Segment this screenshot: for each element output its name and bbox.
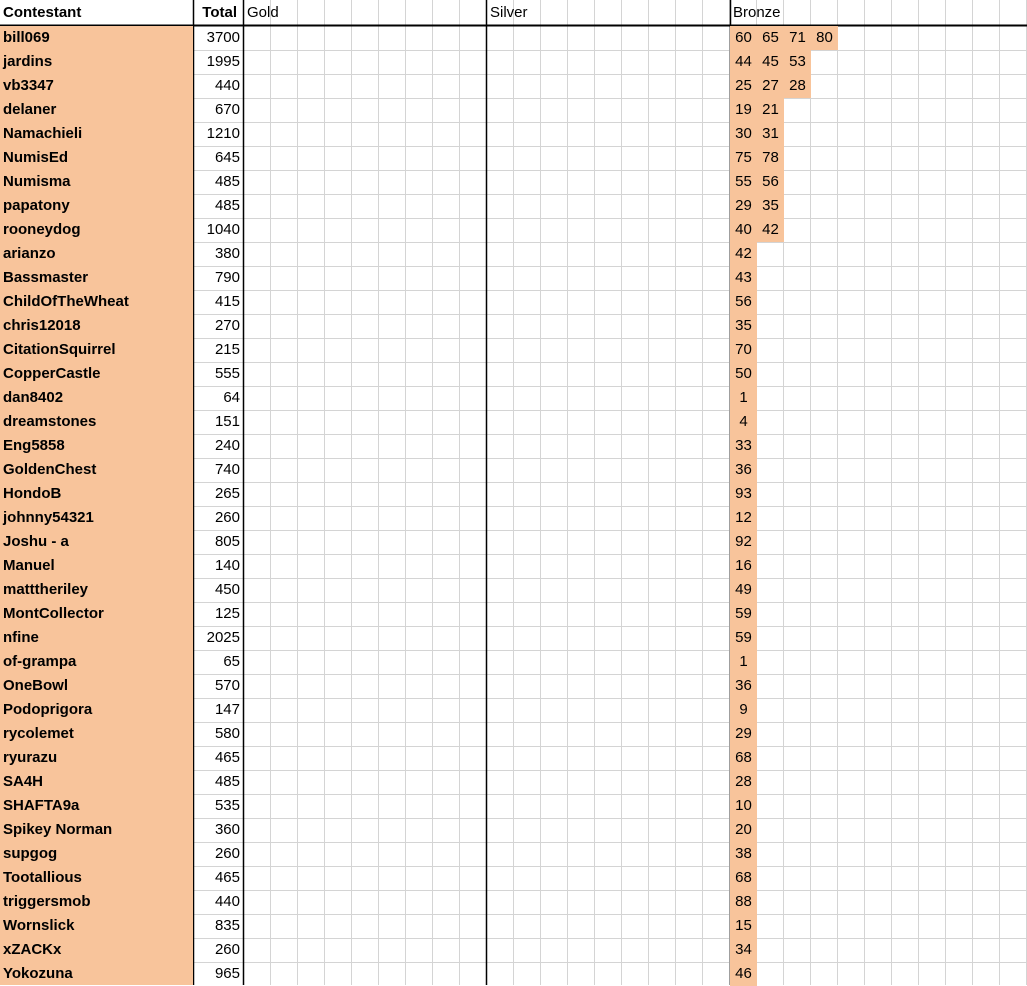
total-cell[interactable]: 465 bbox=[214, 869, 240, 886]
bronze-score-cell[interactable]: 78 bbox=[757, 146, 784, 170]
total-cell[interactable]: 645 bbox=[214, 149, 240, 166]
bronze-score-cell[interactable]: 31 bbox=[757, 122, 784, 146]
total-cell[interactable]: 965 bbox=[214, 965, 240, 982]
bronze-score-cell[interactable]: 25 bbox=[730, 74, 757, 98]
bronze-score-cell[interactable]: 43 bbox=[730, 266, 757, 290]
contestant-name-cell[interactable]: Yokozuna bbox=[3, 965, 73, 982]
total-cell[interactable]: 260 bbox=[214, 845, 240, 862]
contestant-name-cell[interactable]: jardins bbox=[3, 53, 53, 70]
bronze-score-cell[interactable]: 59 bbox=[730, 602, 757, 626]
bronze-score-cell[interactable]: 36 bbox=[730, 674, 757, 698]
total-cell[interactable]: 670 bbox=[214, 101, 240, 118]
bronze-score-cell[interactable]: 36 bbox=[730, 458, 757, 482]
bronze-score-cell[interactable]: 59 bbox=[730, 626, 757, 650]
bronze-score-cell[interactable]: 29 bbox=[730, 194, 757, 218]
bronze-score-cell[interactable]: 68 bbox=[730, 866, 757, 890]
bronze-score-cell[interactable]: 40 bbox=[730, 218, 757, 242]
contestant-name-cell[interactable]: Joshu - a bbox=[3, 533, 69, 550]
bronze-score-cell[interactable]: 65 bbox=[757, 26, 784, 50]
total-cell[interactable]: 450 bbox=[214, 581, 240, 598]
total-cell[interactable]: 415 bbox=[214, 293, 240, 310]
bronze-score-cell[interactable]: 9 bbox=[730, 698, 757, 722]
total-cell[interactable]: 260 bbox=[214, 509, 240, 526]
total-cell[interactable]: 535 bbox=[214, 797, 240, 814]
bronze-score-cell[interactable]: 56 bbox=[757, 170, 784, 194]
contestant-name-cell[interactable]: nfine bbox=[3, 629, 39, 646]
total-cell[interactable]: 570 bbox=[214, 677, 240, 694]
bronze-score-cell[interactable]: 92 bbox=[730, 530, 757, 554]
total-cell[interactable]: 125 bbox=[214, 605, 240, 622]
bronze-score-cell[interactable]: 50 bbox=[730, 362, 757, 386]
contestant-name-cell[interactable]: MontCollector bbox=[3, 605, 104, 622]
contestant-name-cell[interactable]: Numisma bbox=[3, 173, 71, 190]
total-cell[interactable]: 790 bbox=[214, 269, 240, 286]
bronze-score-cell[interactable]: 16 bbox=[730, 554, 757, 578]
bronze-score-cell[interactable]: 1 bbox=[730, 650, 757, 674]
header-silver[interactable]: Silver bbox=[490, 4, 528, 21]
contestant-name-cell[interactable]: Podoprigora bbox=[3, 701, 93, 718]
total-cell[interactable]: 2025 bbox=[206, 629, 240, 646]
contestant-name-cell[interactable]: papatony bbox=[3, 197, 70, 214]
total-cell[interactable]: 265 bbox=[214, 485, 240, 502]
total-cell[interactable]: 260 bbox=[214, 941, 240, 958]
contestant-name-cell[interactable]: Tootallious bbox=[3, 869, 82, 886]
bronze-score-cell[interactable]: 4 bbox=[730, 410, 757, 434]
contestant-name-cell[interactable]: triggersmob bbox=[3, 893, 91, 910]
bronze-score-cell[interactable]: 35 bbox=[730, 314, 757, 338]
bronze-score-cell[interactable]: 68 bbox=[730, 746, 757, 770]
bronze-score-cell[interactable]: 71 bbox=[784, 26, 811, 50]
bronze-score-cell[interactable]: 28 bbox=[784, 74, 811, 98]
total-cell[interactable]: 380 bbox=[214, 245, 240, 262]
contestant-name-cell[interactable]: rycolemet bbox=[3, 725, 74, 742]
contestant-name-cell[interactable]: johnny54321 bbox=[3, 509, 94, 526]
contestant-name-cell[interactable]: SHAFTA9a bbox=[3, 797, 80, 814]
total-cell[interactable]: 440 bbox=[214, 77, 240, 94]
bronze-score-cell[interactable]: 33 bbox=[730, 434, 757, 458]
bronze-score-cell[interactable]: 29 bbox=[730, 722, 757, 746]
bronze-score-cell[interactable]: 55 bbox=[730, 170, 757, 194]
total-cell[interactable]: 485 bbox=[214, 197, 240, 214]
contestant-name-cell[interactable]: CopperCastle bbox=[3, 365, 101, 382]
contestant-name-cell[interactable]: Bassmaster bbox=[3, 269, 89, 286]
total-cell[interactable]: 270 bbox=[214, 317, 240, 334]
total-cell[interactable]: 580 bbox=[214, 725, 240, 742]
bronze-score-cell[interactable]: 15 bbox=[730, 914, 757, 938]
bronze-score-cell[interactable]: 1 bbox=[730, 386, 757, 410]
contestant-name-cell[interactable]: Spikey Norman bbox=[3, 821, 113, 838]
bronze-score-cell[interactable]: 34 bbox=[730, 938, 757, 962]
contestant-name-cell[interactable]: xZACKx bbox=[3, 941, 62, 958]
bronze-score-cell[interactable]: 42 bbox=[730, 242, 757, 266]
bronze-score-cell[interactable]: 88 bbox=[730, 890, 757, 914]
bronze-score-cell[interactable]: 75 bbox=[730, 146, 757, 170]
total-cell[interactable]: 64 bbox=[223, 389, 240, 406]
bronze-score-cell[interactable]: 20 bbox=[730, 818, 757, 842]
header-total[interactable]: Total bbox=[202, 4, 237, 21]
bronze-score-cell[interactable]: 42 bbox=[757, 218, 784, 242]
bronze-score-cell[interactable]: 60 bbox=[730, 26, 757, 50]
contestant-name-cell[interactable]: ryurazu bbox=[3, 749, 58, 766]
contestant-name-cell[interactable]: of-grampa bbox=[3, 653, 77, 670]
contestant-name-cell[interactable]: Manuel bbox=[3, 557, 55, 574]
bronze-score-cell[interactable]: 56 bbox=[730, 290, 757, 314]
total-cell[interactable]: 65 bbox=[223, 653, 240, 670]
contestant-name-cell[interactable]: OneBowl bbox=[3, 677, 69, 694]
total-cell[interactable]: 240 bbox=[214, 437, 240, 454]
contestant-name-cell[interactable]: NumisEd bbox=[3, 149, 69, 166]
bronze-score-cell[interactable]: 46 bbox=[730, 962, 757, 986]
contestant-name-cell[interactable]: vb3347 bbox=[3, 77, 54, 94]
total-cell[interactable]: 485 bbox=[214, 173, 240, 190]
contestant-name-cell[interactable]: Wornslick bbox=[3, 917, 75, 934]
contestant-name-cell[interactable]: HondoB bbox=[3, 485, 62, 502]
total-cell[interactable]: 1040 bbox=[206, 221, 240, 238]
total-cell[interactable]: 485 bbox=[214, 773, 240, 790]
contestant-name-cell[interactable]: supgog bbox=[3, 845, 58, 862]
header-gold[interactable]: Gold bbox=[247, 4, 279, 21]
contestant-name-cell[interactable]: chris12018 bbox=[3, 317, 81, 334]
header-contestant[interactable]: Contestant bbox=[3, 4, 82, 21]
header-bronze[interactable]: Bronze bbox=[733, 4, 781, 21]
bronze-score-cell[interactable]: 45 bbox=[757, 50, 784, 74]
total-cell[interactable]: 360 bbox=[214, 821, 240, 838]
total-cell[interactable]: 3700 bbox=[206, 29, 240, 46]
bronze-score-cell[interactable]: 38 bbox=[730, 842, 757, 866]
bronze-score-cell[interactable]: 30 bbox=[730, 122, 757, 146]
contestant-name-cell[interactable]: CitationSquirrel bbox=[3, 341, 116, 358]
contestant-name-cell[interactable]: dan8402 bbox=[3, 389, 64, 406]
contestant-name-cell[interactable]: SA4H bbox=[3, 773, 44, 790]
bronze-score-cell[interactable]: 49 bbox=[730, 578, 757, 602]
total-cell[interactable]: 151 bbox=[214, 413, 240, 430]
bronze-score-cell[interactable]: 19 bbox=[730, 98, 757, 122]
total-cell[interactable]: 835 bbox=[214, 917, 240, 934]
bronze-score-cell[interactable]: 10 bbox=[730, 794, 757, 818]
bronze-score-cell[interactable]: 27 bbox=[757, 74, 784, 98]
bronze-score-cell[interactable]: 44 bbox=[730, 50, 757, 74]
total-cell[interactable]: 1210 bbox=[206, 125, 240, 142]
total-cell[interactable]: 440 bbox=[214, 893, 240, 910]
contestant-name-cell[interactable]: bill069 bbox=[3, 29, 50, 46]
contestant-name-cell[interactable]: ChildOfTheWheat bbox=[3, 293, 129, 310]
bronze-score-cell[interactable]: 21 bbox=[757, 98, 784, 122]
bronze-score-cell[interactable]: 28 bbox=[730, 770, 757, 794]
contestant-name-cell[interactable]: matttheriley bbox=[3, 581, 89, 598]
total-cell[interactable]: 140 bbox=[214, 557, 240, 574]
total-cell[interactable]: 147 bbox=[214, 701, 240, 718]
total-cell[interactable]: 215 bbox=[214, 341, 240, 358]
bronze-score-cell[interactable]: 53 bbox=[784, 50, 811, 74]
contestant-name-cell[interactable]: delaner bbox=[3, 101, 57, 118]
bronze-score-cell[interactable]: 93 bbox=[730, 482, 757, 506]
contestant-name-cell[interactable]: Eng5858 bbox=[3, 437, 65, 454]
bronze-score-cell[interactable]: 35 bbox=[757, 194, 784, 218]
total-cell[interactable]: 555 bbox=[214, 365, 240, 382]
bronze-score-cell[interactable]: 80 bbox=[811, 26, 838, 50]
total-cell[interactable]: 740 bbox=[214, 461, 240, 478]
contestant-name-cell[interactable]: rooneydog bbox=[3, 221, 81, 238]
contestant-name-cell[interactable]: Namachieli bbox=[3, 125, 83, 142]
contestant-name-cell[interactable]: dreamstones bbox=[3, 413, 97, 430]
contestant-name-cell[interactable]: GoldenChest bbox=[3, 461, 97, 478]
bronze-score-cell[interactable]: 12 bbox=[730, 506, 757, 530]
total-cell[interactable]: 805 bbox=[214, 533, 240, 550]
contestant-name-cell[interactable]: arianzo bbox=[3, 245, 56, 262]
total-cell[interactable]: 1995 bbox=[206, 53, 240, 70]
bronze-score-cell[interactable]: 70 bbox=[730, 338, 757, 362]
total-cell[interactable]: 465 bbox=[214, 749, 240, 766]
